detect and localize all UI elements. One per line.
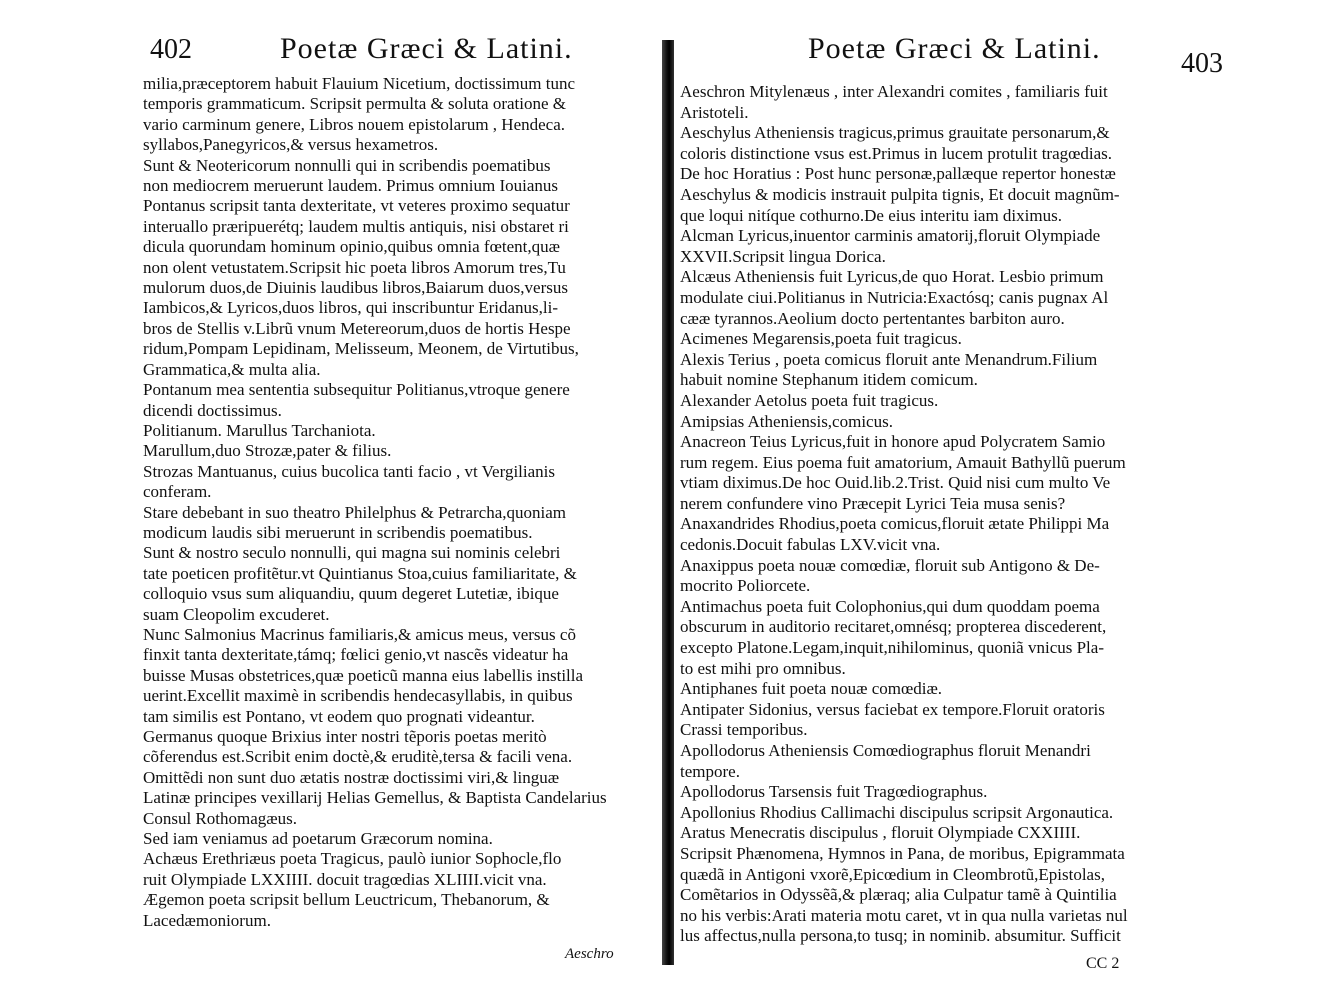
text-line: Alcæus Atheniensis fuit Lyricus,de quo Horat. Lesbio primum: [680, 267, 1104, 287]
text-line: non olent vetustatem.Scripsit hic poeta libros Amorum tres,Tu: [143, 257, 566, 277]
right-page-header: [676, 30, 1325, 79]
text-line: Iambicos,& Lyricos,duos libros, qui inscribuntur Eridanus,li-: [143, 298, 559, 318]
text-line: Achæus Erethriæus poeta Tragicus, paulò iunior Sophocle,flo: [143, 849, 562, 869]
text-line: modulate ciui.Politianus in Nutricia:Exactósq; canis pugnax Al: [680, 287, 1109, 307]
text-line: suam Cleopolim excuderet.: [143, 604, 330, 624]
text-line: to est mihi pro omnibus.: [680, 658, 846, 678]
text-line: Alexis Terius , poeta comicus floruit ante Menandrum.Filium: [680, 349, 1098, 369]
text-line: no his verbis:Arati materia motu caret, vt in qua nulla varietas nul: [680, 905, 1128, 925]
signature-mark: CC 2: [1086, 955, 1120, 972]
text-line: tempore.: [680, 761, 740, 781]
text-line: Alcman Lyricus,inuentor carminis amatorij,floruit Olympiade: [680, 226, 1101, 246]
text-line: lus affectus,nulla persona,to tusq; in nominib. absumitur. Sufficit: [680, 926, 1121, 946]
text-line: mocrito Poliorcete.: [680, 576, 811, 596]
text-line: Pontanum mea sententia subsequitur Politianus,vtroque genere: [143, 380, 570, 400]
text-line: Nunc Salmonius Macrinus familiaris,& amicus meus, versus cõ: [143, 624, 576, 644]
text-line: Ægemon poeta scripsit bellum Leuctricum, Thebanorum, &: [143, 890, 550, 910]
text-line: Strozas Mantuanus, cuius bucolica tanti facio , vt Vergilianis: [143, 461, 556, 481]
text-line: Aeschron Mitylenæus , inter Alexandri comites , familiaris fuit: [680, 82, 1108, 101]
text-line: Acimenes Megarensis,poeta fuit tragicus.: [680, 329, 962, 349]
catchword: Aeschro: [565, 946, 614, 962]
page-number: 403: [1181, 48, 1223, 79]
right-page: [676, 0, 1325, 1000]
text-line: ridum,Pompam Lepidinam, Melisseum, Meonem, de Virtutibus,: [143, 339, 579, 359]
text-line: dicula quorundam hominum opinio,quibus omnia fœtent,quæ: [143, 237, 560, 257]
right-page-text: [680, 82, 1210, 947]
text-line: Aeschylus Atheniensis tragicus,primus grauitate personarum,&: [680, 123, 1110, 143]
book-gutter: [662, 40, 674, 965]
text-line: Germanus quoque Brixius inter nostri tẽporis poetas meritò: [143, 727, 547, 746]
text-line: Aratus Menecratis discipulus , floruit Olympiade CXXIIII.: [680, 823, 1081, 843]
text-line: Consul Rothomagæus.: [143, 808, 297, 828]
text-line: temporis grammaticum. Scripsit permulta & soluta oratione &: [143, 94, 567, 114]
left-page-text: [143, 74, 655, 931]
text-line: ruit Olympiade LXXIIII. docuit tragœdias XLIIII.vicit vna.: [143, 869, 547, 889]
text-line: buisse Musas obstetrices,quæ poeticũ manna eius labellis instilla: [143, 665, 584, 685]
text-line: tate poeticen profitẽtur.vt Quintianus Stoa,cuius familiaritate, &: [143, 563, 577, 583]
running-title: Poetæ Græci & Latini.: [280, 32, 573, 65]
text-line: nerem confundere vino Præcepit Lyrici Teia musa senis?: [680, 493, 1066, 513]
text-line: Crassi temporibus.: [680, 720, 808, 740]
text-line: vario carminum genere, Libros nouem epistolarum , Hendeca.: [143, 114, 566, 134]
text-line: Marullum,duo Strozæ,pater & filius.: [143, 441, 392, 461]
page-number: 402: [150, 34, 192, 65]
text-line: Lacedæmoniorum.: [143, 910, 271, 930]
text-line: Aeschylus & modicis instrauit pulpita tignis, Et docuit magnũm-: [680, 184, 1120, 204]
text-line: Anaxippus poeta nouæ comœdiæ, floruit sub Antigono & De-: [680, 555, 1100, 575]
text-line: XXVII.Scripsit lingua Dorica.: [680, 246, 886, 266]
text-line: Latinæ principes vexillarij Helias Gemellus, & Baptista Candelarius: [143, 788, 607, 808]
text-line: cedonis.Docuit fabulas LXV.vicit vna.: [680, 535, 941, 555]
text-line: tam similis est Pontano, vt eodem quo prognati videantur.: [143, 706, 535, 726]
text-line: syllabos,Panegyricos,& versus hexametros.: [143, 135, 439, 155]
text-line: Apollonius Rhodius Callimachi discipulus scripsit Argonautica.: [680, 802, 1114, 822]
text-line: Apollodorus Atheniensis Comœdiographus floruit Menandri: [680, 741, 1091, 760]
text-line: non mediocrem meruerunt laudem. Primus omnium Iouianus: [143, 176, 559, 196]
text-line: habuit nomine Stephanum itidem comicum.: [680, 370, 978, 390]
text-line: Antipater Sidonius, versus faciebat ex tempore.Floruit oratoris: [680, 699, 1105, 719]
text-line: Alexander Aetolus poeta fuit tragicus.: [680, 390, 939, 410]
text-line: Politianum. Marullus Tarchaniota.: [143, 420, 376, 440]
text-line: Amipsias Atheniensis,comicus.: [680, 411, 893, 431]
text-line: vtiam diximus.De hoc Ouid.lib.2.Trist. Quid nisi cum multo Ve: [680, 473, 1111, 493]
text-line: Anacreon Teius Lyricus,fuit in honore apud Polycratem Samio: [680, 432, 1106, 452]
text-line: Anaxandrides Rhodius,poeta comicus,floruit ætate Philippi Ma: [680, 514, 1110, 534]
text-line: Omittẽdi non sunt duo ætatis nostræ doctissimi viri,& linguæ: [143, 767, 560, 787]
text-line: Antimachus poeta fuit Colophonius,qui dum quoddam poema: [680, 596, 1100, 616]
text-line: Grammatica,& multa alia.: [143, 359, 321, 379]
text-line: modicum laudis sibi meruerunt in scribendis poematibus.: [143, 522, 533, 542]
text-line: colloquio vsus sum aliquandiu, quum degeret Lutetiæ, ibique: [143, 584, 559, 604]
text-line: dicendi doctissimus.: [143, 400, 282, 420]
text-line: mulorum duos,de Diuinis laudibus libros,Baiarum duos,versus: [143, 278, 568, 298]
text-line: uerint.Excellit maximè in scribendis hendecasyllabis, in quibus: [143, 686, 573, 706]
text-line: rum regem. Eius poema fuit amatorium, Amauit Bathyllũ puerum: [680, 452, 1126, 472]
text-line: que loqui nitíque cothurno.De eius interitu iam diximus.: [680, 205, 1062, 225]
text-line: Aristoteli.: [680, 102, 749, 122]
text-line: Scripsit Phænomena, Hymnos in Pana, de moribus, Epigrammata: [680, 843, 1125, 863]
text-line: conferam.: [143, 482, 212, 502]
text-line: cõferendus est.Scribit enim doctè,& eruditè,tersa & facili vena.: [143, 747, 573, 767]
text-line: interuallo præripuerétq; laudem multis antiquis, nisi obstaret ri: [143, 216, 569, 236]
text-line: bros de Stellis v.Librũ vnum Metereorum,duos de hortis Hespe: [143, 318, 571, 338]
text-line: cææ tyrannos.Aeolium docto pertentantes barbiton auro.: [680, 308, 1065, 328]
text-line: Sunt & nostro seculo nonnulli, qui magna sui nominis celebri: [143, 543, 561, 563]
text-line: obscurum in auditorio recitaret,omnésq; propterea discederent,: [680, 617, 1107, 637]
text-line: De hoc Horatius : Post hunc personæ,pallæque repertor honestæ: [680, 164, 1116, 184]
text-line: Sed iam veniamus ad poetarum Græcorum nomina.: [143, 829, 493, 849]
text-line: Pontanus scripsit tanta dexteritate, vt veteres proximo sequatur: [143, 196, 570, 216]
text-line: excepto Platone.Legam,inquit,nihilominus, quoniã vnicus Pla-: [680, 638, 1104, 658]
text-line: Stare debebant in suo theatro Philelphus & Petrarcha,quoniam: [143, 502, 567, 522]
text-line: Sunt & Neotericorum nonnulli qui in scribendis poematibus: [143, 155, 551, 175]
text-line: milia,præceptorem habuit Flauium Nicetium, doctissimum tunc: [143, 74, 576, 93]
left-page: [0, 0, 660, 1000]
text-line: Apollodorus Tarsensis fuit Tragœdiographus.: [680, 782, 988, 802]
text-line: Antiphanes fuit poeta nouæ comœdiæ.: [680, 679, 943, 699]
text-line: Comẽtarios in Odyssẽã,& plæraq; alia Culpatur tamẽ à Quintilia: [680, 885, 1117, 905]
text-line: coloris distinctione vsus est.Primus in lucem protulit tragœdias.: [680, 143, 1113, 163]
left-page-header: [0, 30, 660, 70]
text-line: quædã in Antigoni vxorẽ,Epicœdium in Cleombrotũ,Epistolas,: [680, 864, 1105, 884]
running-title: Poetæ Græci & Latini.: [808, 32, 1101, 65]
text-line: finxit tanta dexteritate,támq; fœlici genio,vt nascẽs videatur ha: [143, 645, 569, 665]
